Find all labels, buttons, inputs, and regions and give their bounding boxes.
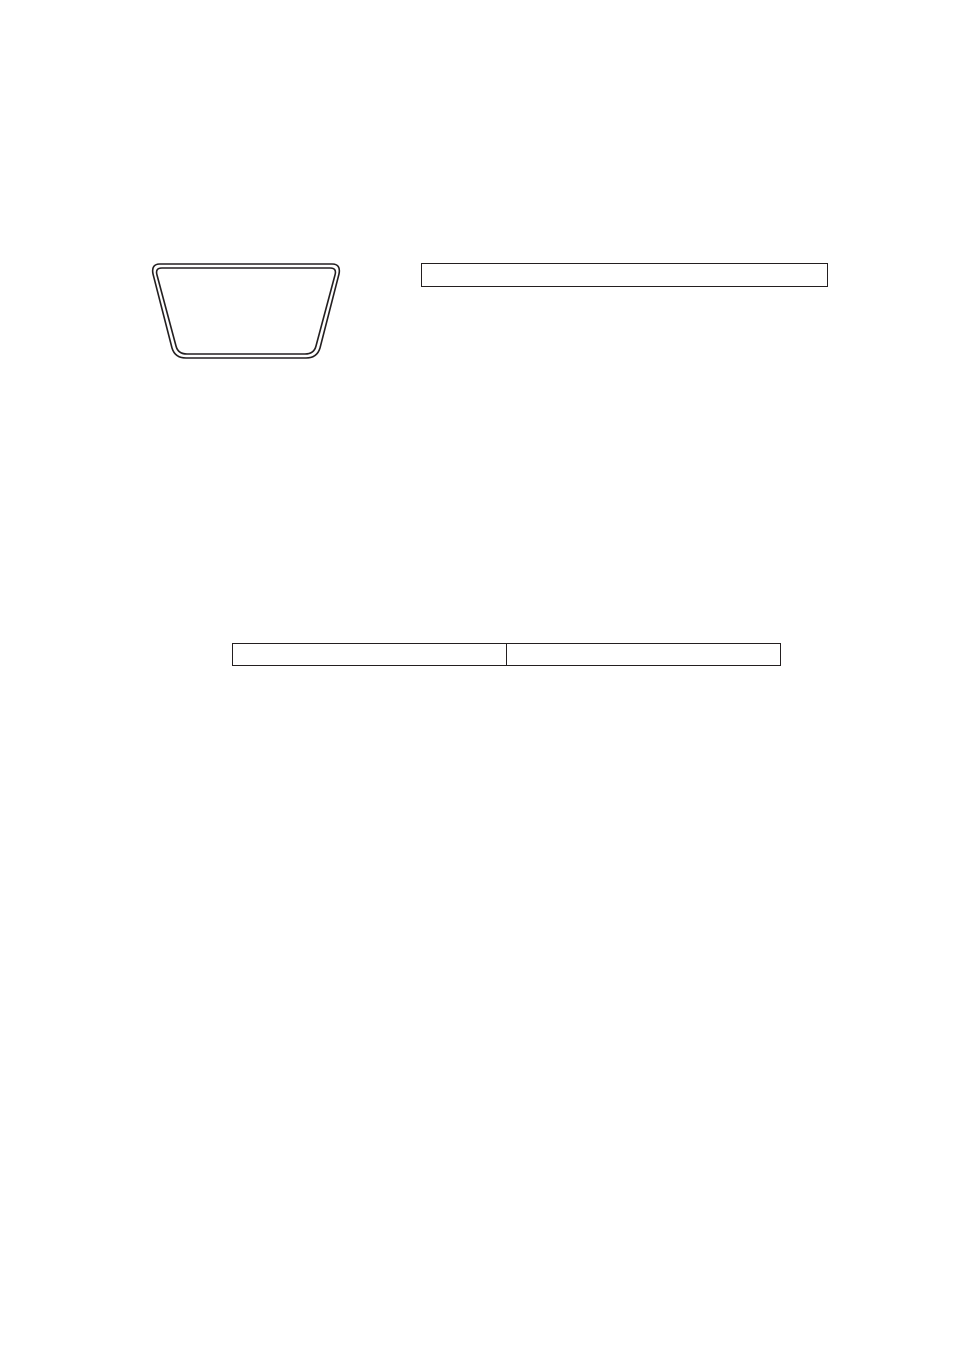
connector-inner-shell bbox=[157, 268, 336, 354]
pin-table-title bbox=[422, 264, 828, 287]
header-ascii-code bbox=[507, 644, 781, 666]
db9-connector-diagram bbox=[150, 262, 342, 362]
pin-assignment-table bbox=[421, 263, 828, 287]
connector-outer-shell bbox=[153, 264, 340, 358]
header-function bbox=[233, 644, 507, 666]
ascii-command-table bbox=[232, 643, 781, 666]
